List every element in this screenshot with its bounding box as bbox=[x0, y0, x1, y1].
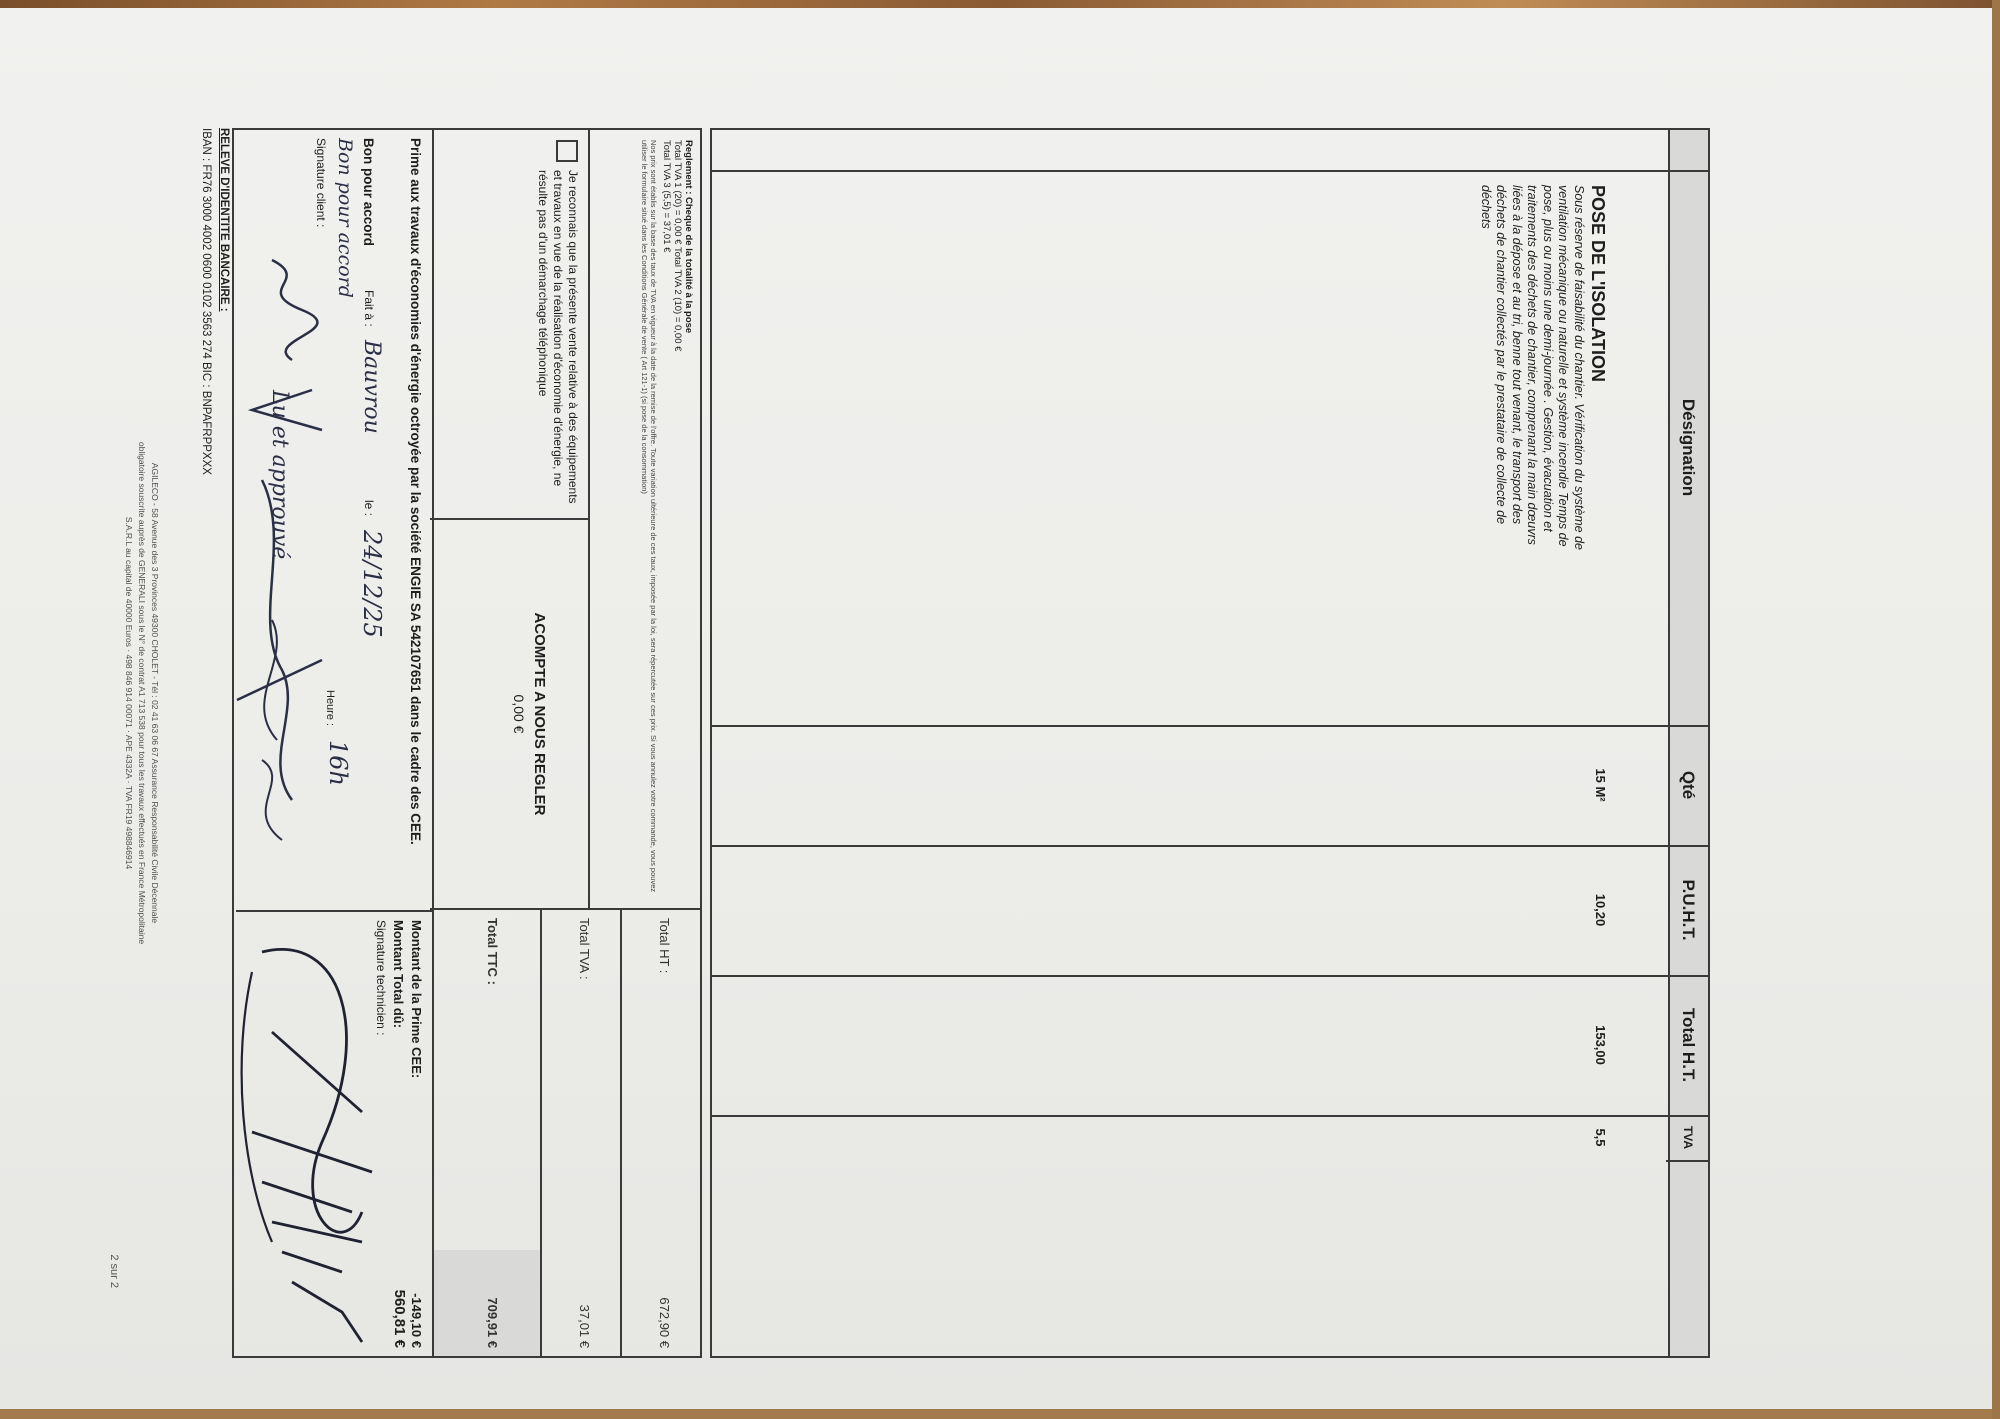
heure-label: Heure : bbox=[324, 690, 336, 727]
heure-value: 16h bbox=[324, 740, 352, 786]
prime-cee-label: Montant de la Prime CEE: bbox=[409, 920, 424, 1079]
total-tva-value: 37,01 € bbox=[577, 1304, 592, 1348]
prime-cee-value: -149,10 € bbox=[409, 1293, 424, 1348]
document-paper bbox=[0, 8, 1993, 1412]
item-vat: 5,5 bbox=[1593, 1128, 1608, 1147]
header-qty: Qté bbox=[1679, 770, 1698, 800]
table-surface-bottom bbox=[0, 1409, 2000, 1419]
cee-amounts bbox=[236, 910, 432, 1356]
item-total-ht: 153,00 bbox=[1593, 1025, 1608, 1065]
technician-signature-label: Signature technicien : bbox=[374, 920, 388, 1036]
page-number: 2 sur 2 bbox=[108, 1254, 120, 1288]
item-unit-price: 10,20 bbox=[1593, 893, 1608, 927]
le-label: le : bbox=[362, 500, 376, 517]
client-handwritten-mention: Lu et approuvé bbox=[267, 390, 292, 560]
vat-breakdown-2: Total TVA 3 (5,5) = 37,01 € bbox=[661, 140, 672, 253]
bon-pour-accord-handwritten: Bon pour accord bbox=[334, 138, 356, 298]
header-unit-price: P.U.H.T. bbox=[1679, 879, 1698, 941]
technician-signature bbox=[232, 912, 382, 1352]
legal-notice: Nos prix sont établis sur la base des taux de TVA en vigueur à la date de la remise de l'offre. Toute variation ultérieure de ces taux, imposée par la loi, sera répercutée sur ces prix. Si vous annulez votre commande, vous pouvez utiliser le formulaire situé dans les Conditions Générale de vente ( Art 121-1) (si pose de la consommation) bbox=[640, 140, 658, 893]
column-divider bbox=[712, 975, 1708, 977]
item-description: Sous réserve de faisabilité du chantier. Vérification du système de ventilation mécanique ou naturelle et système incendie Temps de pose, plus ou moins une demi-journée . Gestion, évacuation et traitements des déchets de chantier, comprenant la main dœuvrs liées à la dépose et au tri, benne tout venant, le transport des déchets de chantier collectés par le prestataire de collecte de déchets bbox=[1479, 185, 1586, 551]
payment-block bbox=[432, 128, 702, 1358]
deposit-area bbox=[430, 520, 588, 910]
column-divider bbox=[712, 725, 1708, 727]
total-tva-row bbox=[540, 910, 620, 1356]
total-ht-value: 672,90 € bbox=[657, 1297, 672, 1348]
item-title: POSE DE L'ISOLATION bbox=[1588, 185, 1608, 382]
invoice-page bbox=[100, 68, 1820, 1348]
table-surface-right bbox=[1992, 0, 2000, 1419]
footer-line-3: S.A.R.L au capital de 40000 Euros · 498 846 914 00071 · APE 4332A · TVA FR19 498846914 bbox=[124, 516, 134, 870]
cee-block bbox=[232, 128, 432, 1358]
totals-area bbox=[434, 910, 700, 1356]
bon-pour-accord-label: Bon pour accord bbox=[361, 138, 376, 247]
payment-title: Reglement : Cheque de la totalité à la pose bbox=[683, 140, 694, 334]
item-qty: 15 M² bbox=[1593, 768, 1608, 802]
total-due-label: Montant Total dû: bbox=[391, 920, 406, 1029]
items-table bbox=[710, 128, 1710, 1358]
header-vat: TVA bbox=[1681, 1125, 1695, 1150]
column-divider bbox=[712, 845, 1708, 847]
header-total-ht: Total H.T. bbox=[1679, 1007, 1698, 1083]
total-ttc-label: Total TTC : bbox=[485, 918, 500, 985]
client-signature-label: Signature client : bbox=[314, 138, 328, 228]
deposit-value: 0,00 € bbox=[511, 694, 527, 734]
fait-a-label: Fait à : bbox=[362, 290, 376, 327]
total-tva-label: Total TVA : bbox=[577, 918, 592, 980]
deposit-label: ACOMPTE A NOUS REGLER bbox=[531, 612, 548, 816]
total-ttc-row bbox=[434, 910, 540, 1356]
column-divider bbox=[712, 1115, 1708, 1117]
phone-canvassing-checkbox[interactable] bbox=[556, 140, 578, 162]
footer-line-2: obligatoire souscrite auprès de GENERALI sous le N° de contrat A1 713 538 pour tous les travaux effectués en France Métropolitaine bbox=[137, 441, 147, 945]
column-divider bbox=[712, 170, 1708, 172]
vat-breakdown-1: Total TVA 1 (20) = 0,00 € Total TVA 2 (10) = 0,00 € bbox=[672, 140, 683, 352]
checkbox-area bbox=[430, 130, 588, 520]
total-ht-label: Total HT : bbox=[657, 918, 672, 974]
cee-prime-text: Prime aux travaux d'économies d'énergie octroyée par la société ENGIE SA 542107651 dans le cadre des CEE. bbox=[408, 138, 423, 845]
payment-terms bbox=[588, 130, 700, 910]
header-designation: Désignation bbox=[1679, 398, 1698, 497]
bank-title: RELEVE D'IDENTITE BANCAIRE : bbox=[218, 128, 230, 312]
bank-iban: IBAN : FR76 3000 4002 0600 0102 3563 274 BIC : BNPAFRPPXXX bbox=[200, 128, 212, 475]
table-header bbox=[1668, 130, 1708, 1356]
column-divider bbox=[1666, 1160, 1708, 1162]
total-due-value: 560,81 € bbox=[391, 1289, 408, 1348]
checkbox-text: Je reconnais que la présente vente relative à des équipements et travaux en vue de la réalisation d'économie d'énergie, ne résulte pas d'un démarchage téléphonique bbox=[536, 170, 580, 504]
client-signature bbox=[232, 240, 332, 880]
total-ttc-value: 709,91 € bbox=[485, 1297, 500, 1348]
footer-line-1: AGILECO - 58 Avenue des 3 Provinces 49300 CHOLET - Tél : 02 41 63 06 67 Assurance Responsabilité Civile Décennale bbox=[150, 462, 160, 924]
total-ht-row bbox=[620, 910, 700, 1356]
date-value: 24/12/25 bbox=[358, 530, 386, 638]
fait-a-value: Bauvrou bbox=[359, 340, 384, 434]
